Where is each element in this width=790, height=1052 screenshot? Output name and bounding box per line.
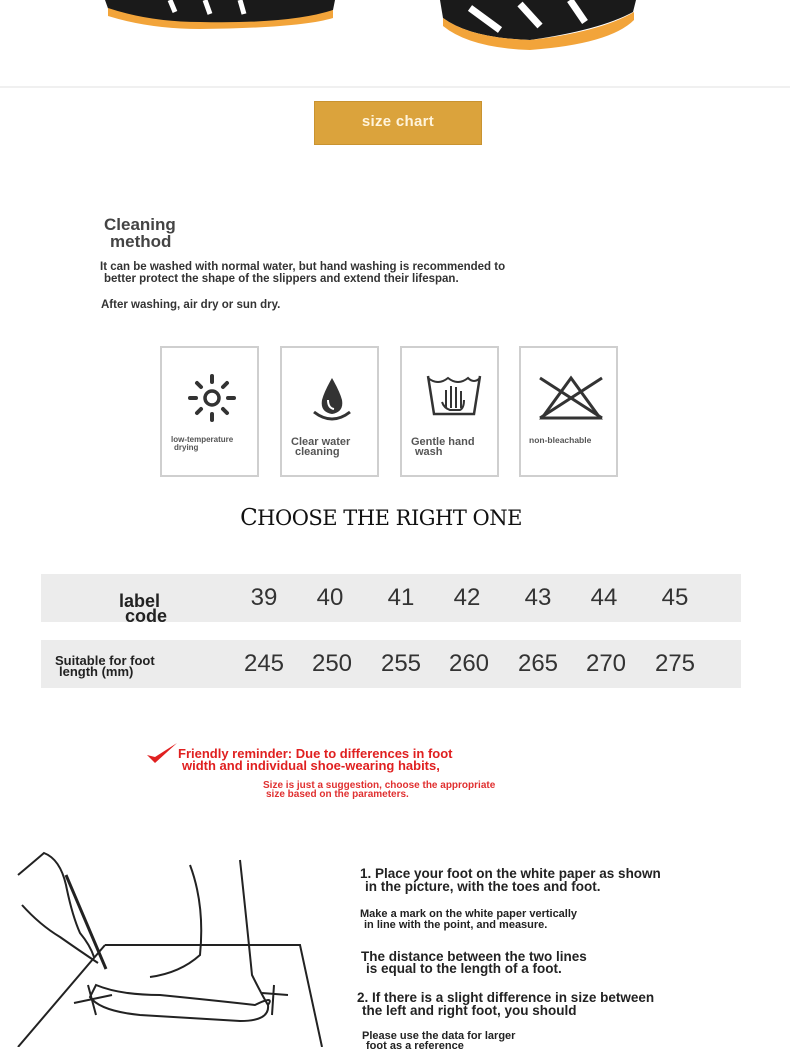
foot-length-cell: 270 — [585, 650, 627, 677]
label-code-line2: code — [125, 606, 168, 626]
care-label-line2: drying — [174, 443, 199, 452]
step2-instruction — [357, 991, 654, 1017]
size-row-label-code — [41, 574, 741, 626]
reminder-line1: Friendly reminder: Due to differences in foot — [178, 746, 453, 761]
label-code-header — [119, 592, 167, 625]
choose-heading — [0, 505, 762, 531]
note-line2: size based on the parameters. — [266, 789, 409, 800]
care-label-hand-wash — [411, 437, 475, 458]
foot-measurement-illustration — [0, 845, 345, 1047]
care-card-drying — [160, 346, 259, 477]
cleaning-desc-line1: It can be washed with normal water, but hand washing is recommended to — [100, 261, 506, 273]
water-drop-icon — [304, 372, 360, 428]
size-code-cell: 43 — [524, 584, 552, 611]
sun-icon — [184, 372, 240, 428]
step1-line2: in the picture, with the toes and foot. — [365, 879, 601, 894]
mark-line2: in line with the point, and measure. — [364, 919, 548, 931]
step1-instruction — [360, 867, 661, 893]
step1-line1: 1. Place your foot on the white paper as shown — [360, 866, 661, 881]
care-label-line1: non-bleachable — [529, 435, 592, 445]
care-label-line1: low-temperature — [171, 435, 234, 444]
foot-length-line2: length (mm) — [59, 664, 134, 679]
care-label-line2: cleaning — [295, 446, 340, 458]
care-label-drying — [171, 436, 233, 452]
size-code-cell: 41 — [387, 584, 415, 611]
step2-line2: the left and right foot, you should — [362, 1003, 577, 1018]
care-label-line1: Clear water — [291, 436, 351, 448]
size-chart-banner: size chart — [314, 101, 482, 145]
care-card-clear-water — [280, 346, 379, 477]
care-label-line2: wash — [415, 446, 443, 458]
larger-foot-instruction — [362, 1031, 515, 1051]
choose-heading-initial: C — [240, 505, 258, 531]
foot-length-cell: 275 — [654, 650, 696, 677]
larger-line2: foot as a reference — [366, 1040, 464, 1052]
distance-line2: is equal to the length of a foot. — [366, 961, 562, 976]
dry-note: After washing, air dry or sun dry. — [101, 299, 281, 311]
mark-instruction — [360, 909, 577, 931]
larger-line1: Please use the data for larger — [362, 1030, 516, 1042]
checkmark-icon — [145, 741, 179, 767]
foot-length-cell: 265 — [517, 650, 559, 677]
no-bleach-icon — [538, 374, 604, 424]
cleaning-description — [100, 262, 505, 285]
mark-line1: Make a mark on the white paper vertically — [360, 908, 578, 920]
foot-length-header — [55, 654, 155, 678]
cleaning-title-line2: method — [110, 232, 172, 251]
size-code-cell: 44 — [590, 584, 618, 611]
distance-line1: The distance between the two lines — [361, 949, 587, 964]
note-line1: Size is just a suggestion, choose the appropriate — [263, 780, 496, 791]
reminder-line2: width and individual shoe-wearing habits, — [182, 757, 440, 773]
boots-photo-strip — [0, 0, 790, 88]
care-label-line1: Gentle hand — [411, 436, 475, 448]
friendly-reminder — [178, 748, 452, 771]
choose-heading-rest: HOOSE THE RIGHT ONE — [257, 506, 522, 530]
size-row-foot-length — [41, 640, 741, 688]
size-suggestion-note — [263, 781, 495, 799]
step2-line1: 2. If there is a slight difference in size between — [357, 990, 655, 1005]
size-code-cell: 42 — [453, 584, 481, 611]
cleaning-title-line1: Cleaning — [104, 215, 176, 234]
cleaning-desc-line2: better protect the shape of the slippers and extend their lifespan. — [104, 272, 459, 285]
distance-instruction — [361, 951, 587, 975]
size-code-cell: 45 — [661, 584, 689, 611]
foot-length-cell: 250 — [311, 650, 353, 677]
size-code-cell: 40 — [316, 584, 344, 611]
size-code-cell: 39 — [250, 584, 278, 611]
care-card-hand-wash — [400, 346, 499, 477]
label-code-line1: label — [119, 591, 161, 611]
care-label-no-bleach — [529, 436, 591, 445]
cleaning-method-title — [104, 216, 176, 250]
foot-length-cell: 255 — [380, 650, 422, 677]
foot-length-cell: 260 — [448, 650, 490, 677]
care-label-clear-water — [291, 437, 350, 458]
rain-boots-image — [0, 0, 790, 86]
foot-length-line1: Suitable for foot — [55, 653, 155, 668]
hand-wash-icon — [424, 372, 484, 422]
care-card-no-bleach — [519, 346, 618, 477]
foot-length-cell: 245 — [243, 650, 285, 677]
